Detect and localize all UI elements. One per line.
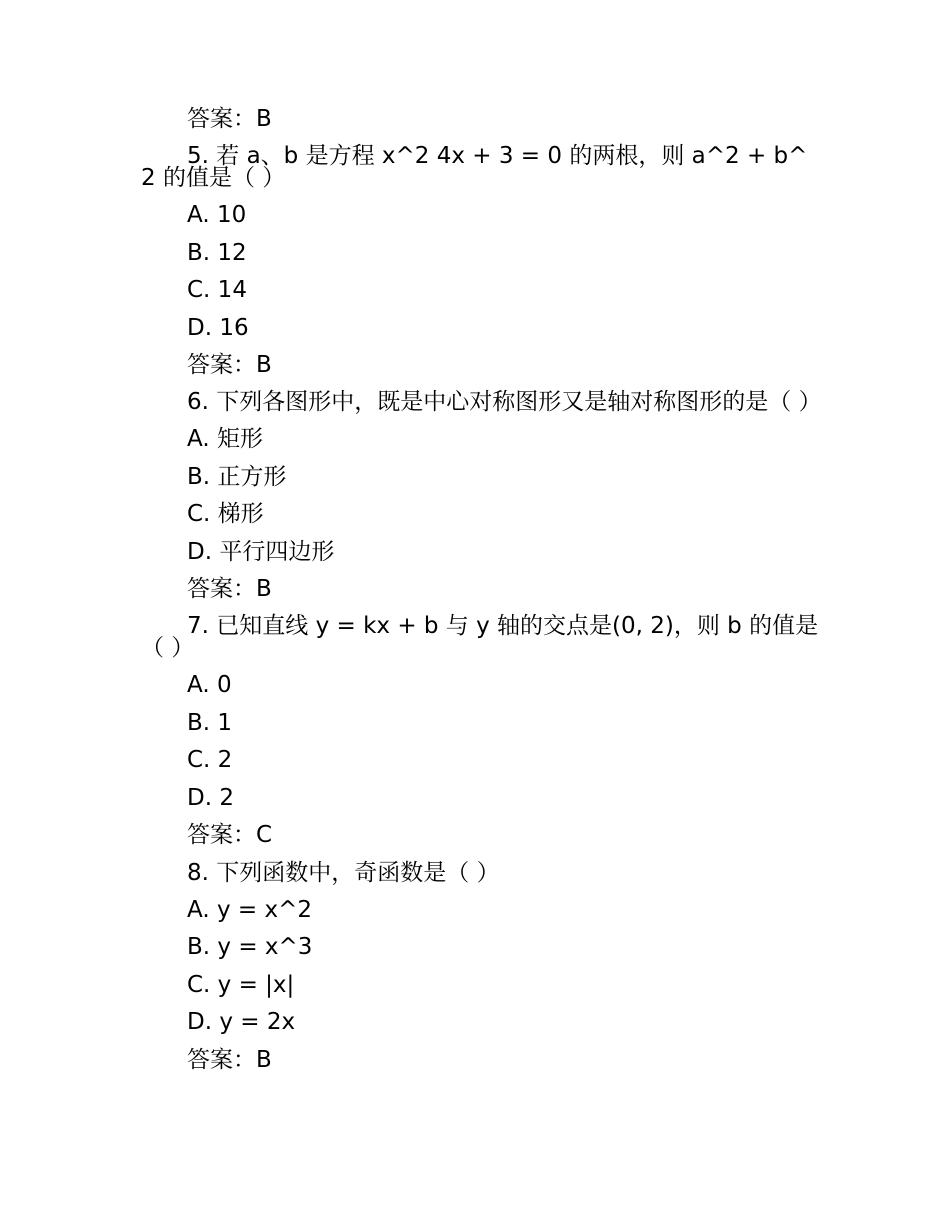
question-5-text: 5. 若 a、b 是方程 x^2 4x + 3 = 0 的两根，则 a^2 + b^2 的值是（ ） [141, 143, 808, 192]
option-d: D. 2 [187, 784, 234, 811]
option-a: A. 矩形 [187, 426, 263, 453]
question-7-text: 7. 已知直线 y = kx + b 与 y 轴的交点是(0, 2)，则 b 的值是（ ） [141, 613, 819, 662]
question-8-text: 8. 下列函数中，奇函数是（ ） [187, 859, 500, 886]
option-b: B. 正方形 [187, 463, 287, 490]
answer-line: 答案：B [187, 106, 272, 132]
document-body [141, 101, 821, 1079]
option-d: D. y = 2x [187, 1009, 296, 1036]
answer-line: 答案：B [187, 576, 272, 603]
option-a: A. 10 [187, 202, 247, 229]
option-a: A. 0 [187, 672, 232, 699]
answer-line: 答案：B [187, 1046, 272, 1073]
option-d: D. 平行四边形 [187, 538, 335, 565]
question-6-text: 6. 下列各图形中，既是中心对称图形又是轴对称图形的是（ ） [187, 389, 822, 416]
option-c: C. 14 [187, 277, 247, 304]
option-b: B. 1 [187, 709, 233, 736]
option-c: C. y = |x| [187, 971, 295, 998]
option-a: A. y = x^2 [187, 896, 312, 923]
option-c: C. 2 [187, 747, 233, 774]
answer-line: 答案：B [187, 352, 272, 379]
option-d: D. 16 [187, 314, 249, 341]
option-c: C. 梯形 [187, 501, 264, 528]
option-b: B. y = x^3 [187, 934, 313, 961]
option-b: B. 12 [187, 239, 247, 266]
answer-line: 答案：C [187, 822, 273, 849]
